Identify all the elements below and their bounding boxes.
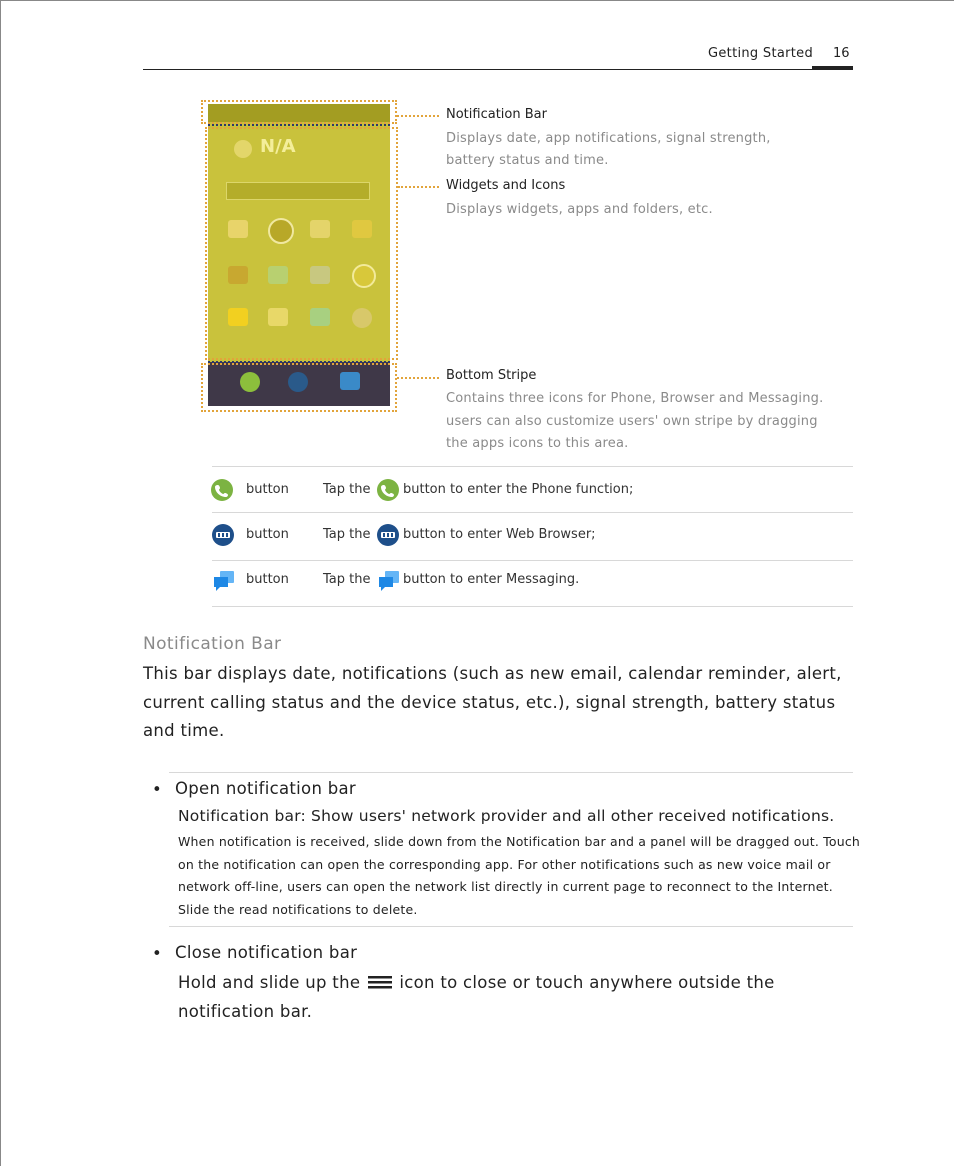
annotation-title: Widgets and Icons xyxy=(446,178,566,193)
table-row-desc: button to enter Web Browser; xyxy=(403,527,596,542)
divider-dark-dots xyxy=(208,361,390,363)
table-rule xyxy=(212,512,853,513)
bullet-marker: • xyxy=(152,780,162,799)
browser-icon xyxy=(212,524,234,546)
table-row-label: button xyxy=(246,572,289,587)
bullet-marker: • xyxy=(152,944,162,963)
annotation-desc: users can also customize users' own stripe by dragging xyxy=(446,414,818,429)
header-rule xyxy=(143,69,853,70)
bullet-title: Close notification bar xyxy=(175,943,358,962)
divider-dark-dots xyxy=(208,124,390,126)
header-rule-tab xyxy=(812,66,853,70)
bullet-description: When notification is received, slide down from the Notification bar and a panel will be dragged out. Touch on the notification can open the corresponding app. For other notifications such as new voice mail or network off-line, users can open the network list directly in current page to reconnect to the Internet. Slide the read notifications to delete. xyxy=(178,834,861,917)
browser-icon xyxy=(377,524,399,546)
annotation-desc: Displays date, app notifications, signal strength, xyxy=(446,131,771,146)
bullet-rule xyxy=(169,926,853,927)
phone-icon xyxy=(377,479,399,501)
annotation-title: Notification Bar xyxy=(446,107,547,122)
table-row-desc: button to enter Messaging. xyxy=(403,572,580,587)
annotation-title: Bottom Stripe xyxy=(446,368,537,383)
page-number: 16 xyxy=(833,46,850,61)
leader-line xyxy=(397,115,439,117)
table-row-desc: button to enter the Phone function; xyxy=(403,482,634,497)
bullet-rule xyxy=(169,772,853,773)
phone-icon xyxy=(211,479,233,501)
leader-line xyxy=(398,186,439,188)
table-row-tap: Tap the xyxy=(323,482,371,497)
table-row-tap: Tap the xyxy=(323,572,371,587)
section-title: Notification Bar xyxy=(143,634,282,654)
bullet-title: Open notification bar xyxy=(175,779,357,798)
bullet-body-start: Hold and slide up the xyxy=(178,973,361,992)
header-section-title: Getting Started xyxy=(708,46,814,61)
section-body: This bar displays date, notifications (such as new email, calendar reminder, alert, current calling status and the device status, etc.), signal strength, battery status and time. xyxy=(143,664,842,740)
annotation-desc: Contains three icons for Phone, Browser and Messaging. xyxy=(446,391,824,406)
menu-lines-icon xyxy=(368,969,392,982)
bullet-subtitle: Notification bar: Show users' network provider and all other received notifications. xyxy=(178,807,835,825)
table-rule xyxy=(212,560,853,561)
widgets-frame xyxy=(205,127,398,360)
leader-line xyxy=(397,377,439,379)
table-row-label: button xyxy=(246,482,289,497)
bottom-stripe-frame xyxy=(201,363,397,412)
annotation-desc: the apps icons to this area. xyxy=(446,436,629,451)
table-rule xyxy=(212,466,853,467)
table-row-label: button xyxy=(246,527,289,542)
table-row-tap: Tap the xyxy=(323,527,371,542)
table-rule xyxy=(212,606,853,607)
weather-widget-text: N/A xyxy=(260,136,296,157)
messaging-icon xyxy=(212,569,236,593)
annotation-desc: Displays widgets, apps and folders, etc. xyxy=(446,202,713,217)
annotation-desc: battery status and time. xyxy=(446,153,609,168)
bullet-body xyxy=(178,968,798,1026)
messaging-icon xyxy=(377,569,401,593)
bullet-body-end: icon to close or touch anywhere outside the notification bar. xyxy=(178,973,775,1021)
notification-bar-frame xyxy=(201,100,397,124)
